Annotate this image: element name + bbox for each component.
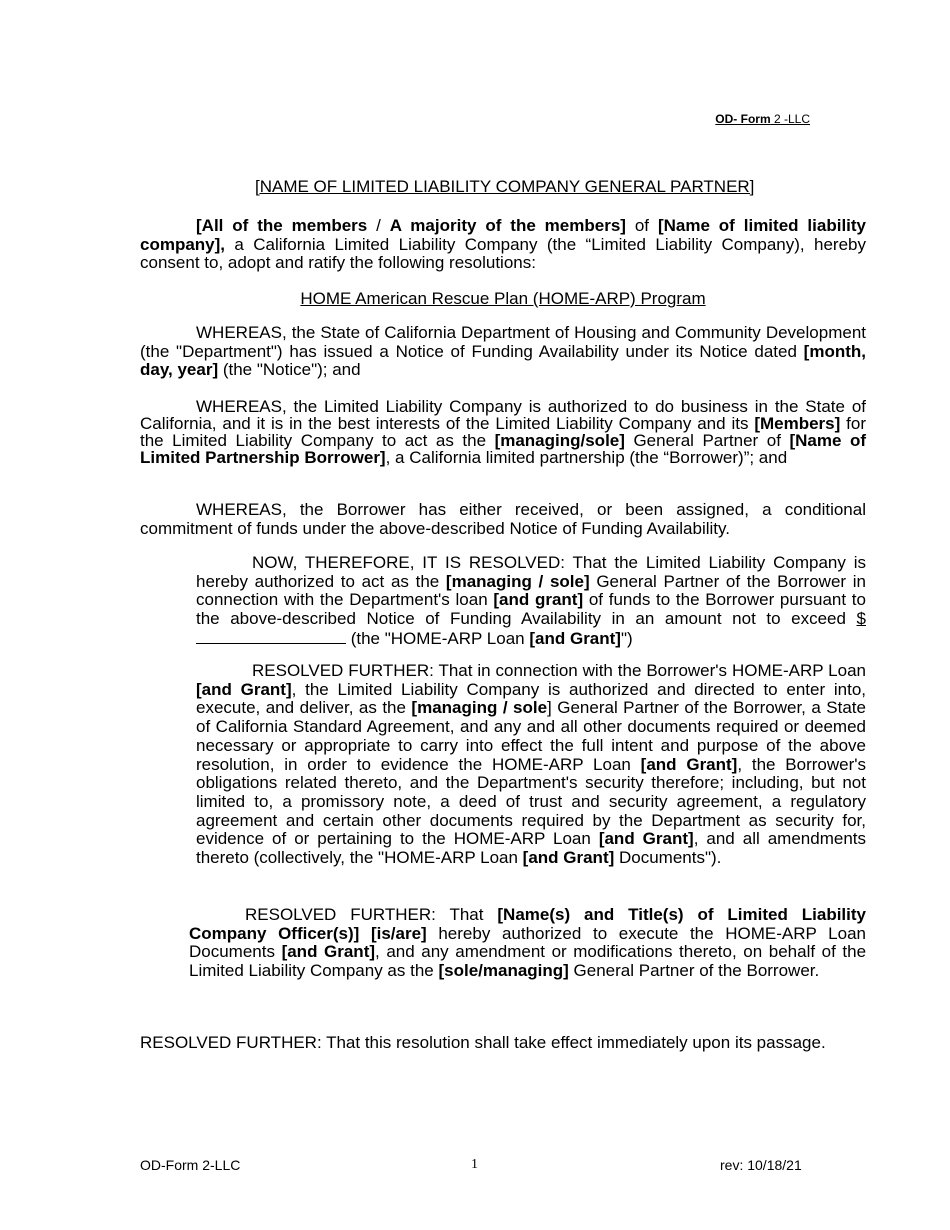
- resolved2-bold-2: [managing / sole: [411, 698, 548, 718]
- whereas1-text-2: (the "Notice"); and: [218, 360, 361, 379]
- whereas2-text-1: WHEREAS, the Limited Liability Company is authorized to do business in the State of California, and it is in the best interests of the Limited Liability Company and its: [140, 397, 866, 433]
- whereas-paragraph-2: [140, 398, 866, 466]
- whereas2-text-2: for the Limited Liability Company to act as the: [140, 414, 867, 450]
- amount-dollar-sign: $: [856, 609, 866, 629]
- resolved3-text-2: hereby authorized to execute the HOME-ARP Loan Documents: [189, 923, 866, 962]
- resolved3-text-3: , and any amendment or modifications thereto, on behalf of the Limited Liability Company as the: [189, 942, 867, 981]
- intro-text-3: a California Limited Liability Company (the “Limited Liability Company), hereby consent to, adopt and ratify the following resolutions:: [140, 234, 866, 272]
- intro-bold-3: [Name of limited liability company],: [140, 216, 866, 254]
- resolved3-bold-1: [Name(s) and Title(s) of Limited Liability Company Officer(s)] [is/are]: [189, 905, 866, 943]
- whereas2-bold-1: [Members]: [754, 414, 841, 433]
- whereas2-text-3: General Partner of: [624, 431, 790, 450]
- form-label-bold: OD- Form: [715, 112, 771, 126]
- whereas1-text-1: WHEREAS, the State of California Department of Housing and Community Development (the "Department") has issued a Notice of Funding Availability under its Notice dated: [140, 323, 866, 361]
- resolved2-bold-1: [and Grant]: [196, 679, 292, 699]
- whereas1-bold-1: [month, day, year]: [140, 341, 866, 379]
- intro-bold-1: [All of the members: [196, 216, 368, 235]
- resolved1-bold-1: [managing / sole]: [445, 571, 590, 591]
- resolved2-text-2: , the Limited Liability Company is authorized and directed to enter into, execute, and deliver, as the: [196, 679, 866, 718]
- resolved-paragraph-3: [189, 906, 866, 981]
- resolved3-text-4: General Partner of the Borrower.: [568, 961, 820, 981]
- document-title: [NAME OF LIMITED LIABILITY COMPANY GENERAL PARTNER]: [255, 177, 755, 196]
- resolved1-text-2: General Partner of the Borrower in connection with the Department's loan: [196, 571, 866, 610]
- footer-page-number: 1: [471, 1157, 478, 1172]
- resolved3-bold-2: [and Grant]: [281, 942, 376, 962]
- resolved1-text-1: NOW, THEREFORE, IT IS RESOLVED: That the Limited Liability Company is hereby authorized to act as the: [196, 553, 866, 591]
- footer-form-id: OD-Form 2-LLC: [140, 1157, 241, 1173]
- footer-revision-date: rev: 10/18/21: [720, 1157, 802, 1173]
- resolved2-text-1: RESOLVED FURTHER: That in connection with the Borrower's HOME-ARP Loan: [252, 661, 866, 680]
- whereas-paragraph-3: WHEREAS, the Borrower has either received, or been assigned, a conditional commitment of funds under the above-described Notice of Funding Availability.: [140, 500, 866, 538]
- whereas2-bold-3: [Name of Limited Partnership Borrower]: [140, 431, 866, 467]
- resolved1-bold-2: [and grant]: [493, 590, 584, 610]
- form-label-rest: 2 -LLC: [770, 112, 810, 126]
- resolved1-text-3: of funds to the Borrower pursuant to the above-described Notice of Funding Availability in an amount not to exceed: [196, 590, 866, 629]
- whereas2-bold-2: [managing/sole]: [494, 431, 625, 450]
- whereas-paragraph-1: [140, 324, 866, 380]
- resolved2-bold-3: [and Grant]: [640, 754, 738, 774]
- resolved2-bold-5: [and Grant]: [522, 848, 615, 868]
- resolved1-text-5: "): [620, 628, 633, 648]
- resolved2-text-4: , the Borrower's obligations related thereto, and the Department's security therefore; including, but not limited to, a promissory note, a deed of trust and security agreement, a regulatory agreement and certain other documents required by the Department as security for, evidence of or pertaining to the HOME-ARP Loan: [196, 754, 867, 849]
- intro-bold-2: A majority of the members]: [389, 216, 626, 235]
- resolved1-bold-3: [and Grant]: [529, 628, 621, 648]
- intro-paragraph: [140, 217, 866, 273]
- resolved3-text-1: RESOLVED FURTHER: That: [245, 905, 498, 924]
- resolved2-text-5: , and all amendments thereto (collectively, the "HOME-ARP Loan: [196, 829, 867, 868]
- resolved-paragraph-2: [196, 662, 866, 868]
- resolved1-text-4: (the "HOME-ARP Loan: [346, 628, 530, 648]
- program-heading: HOME American Rescue Plan (HOME-ARP) Program: [300, 289, 706, 308]
- resolved2-text-3: ] General Partner of the Borrower, a State of California Standard Agreement, and any and all other documents required or deemed necessary or appropriate to carry into effect the full intent and purpose of the above resolution, in order to evidence the HOME-ARP Loan: [196, 698, 866, 774]
- resolved2-bold-4: [and Grant]: [598, 829, 694, 849]
- intro-text-1: /: [367, 216, 390, 235]
- resolved-paragraph-1: [196, 554, 866, 649]
- form-identifier: [715, 112, 810, 126]
- resolved-paragraph-4: RESOLVED FURTHER: That this resolution shall take effect immediately upon its passage.: [140, 1033, 826, 1052]
- resolved2-text-6: Documents").: [614, 848, 722, 868]
- intro-text-2: of: [625, 216, 658, 235]
- whereas2-text-4: , a California limited partnership (the “Borrower)”; and: [385, 448, 788, 467]
- resolved3-bold-3: [sole/managing]: [438, 961, 569, 981]
- amount-blank-line: [196, 629, 346, 644]
